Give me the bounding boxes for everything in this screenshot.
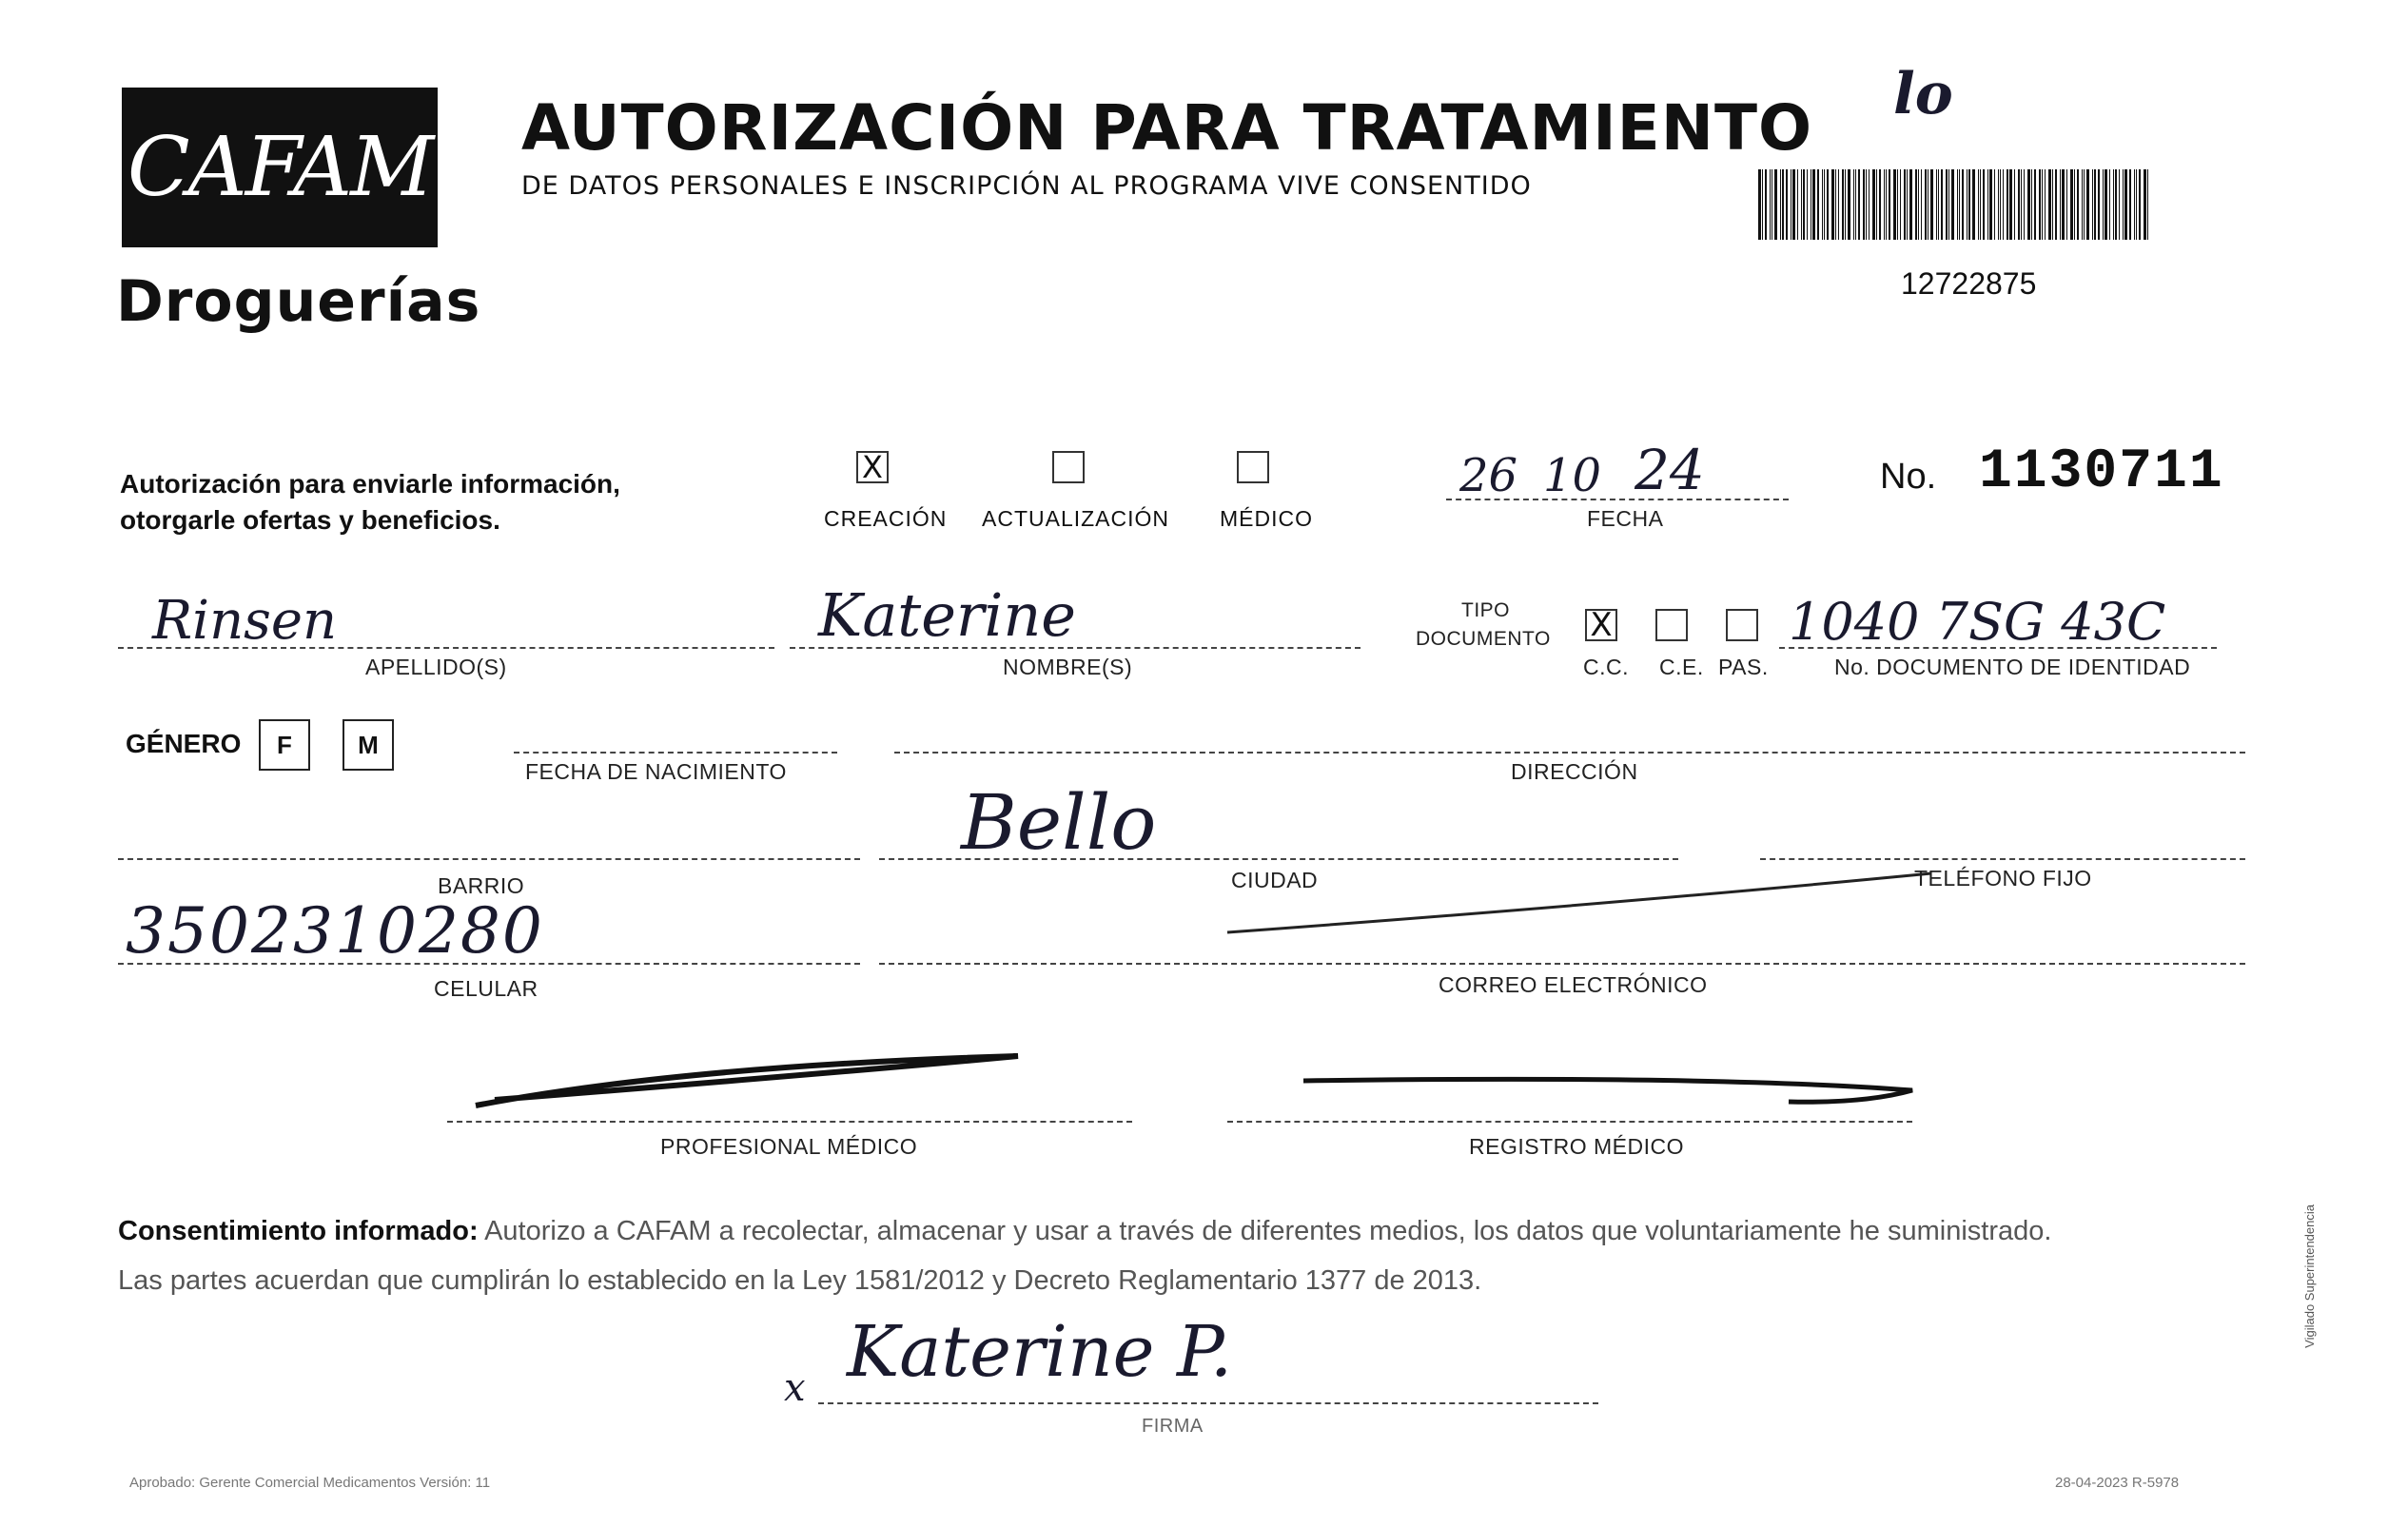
registro-label: REGISTRO MÉDICO bbox=[1469, 1134, 1685, 1159]
correo-label: CORREO ELECTRÓNICO bbox=[1439, 972, 1708, 997]
consent-line2: Las partes acuerdan que cumplirán lo establecido en la Ley 1581/2012 y Decreto Reglamentario 1377 de 2013. bbox=[118, 1265, 1482, 1296]
checkbox-cc[interactable]: X bbox=[1585, 609, 1617, 641]
label-cc: C.C. bbox=[1583, 655, 1629, 679]
documento-label: DOCUMENTO bbox=[1416, 628, 1551, 650]
label-ce: C.E. bbox=[1659, 655, 1704, 679]
logo-subtitle: Droguerías bbox=[116, 268, 481, 335]
telefono-label: TELÉFONO FIJO bbox=[1914, 866, 2092, 891]
profesional-label: PROFESIONAL MÉDICO bbox=[660, 1134, 918, 1159]
label-pas: PAS. bbox=[1718, 655, 1769, 679]
telefono-strike-stroke bbox=[1227, 873, 1931, 932]
label-creacion: CREACIÓN bbox=[824, 506, 948, 531]
footer-left: Aprobado: Gerente Comercial Medicamentos Versión: 11 bbox=[129, 1475, 491, 1491]
authorization-text-line2: otorgarle ofertas y beneficios. bbox=[120, 505, 500, 535]
apellido-label: APELLIDO(S) bbox=[365, 655, 507, 679]
side-vigilado-text: Vigilado Superintendencia bbox=[2302, 1204, 2317, 1348]
barrio-label: BARRIO bbox=[438, 873, 525, 898]
date-day[interactable]: 26 bbox=[1459, 449, 1518, 502]
tipo-label: TIPO bbox=[1461, 599, 1511, 621]
consent-line1: Autorizo a CAFAM a recolectar, almacenar y usar a través de diferentes medios, los datos que voluntariamente he suministrado. bbox=[478, 1216, 2052, 1246]
date-year[interactable]: 24 bbox=[1635, 438, 1705, 502]
document-subtitle: DE DATOS PERSONALES E INSCRIPCIÓN AL PROGRAMA VIVE CONSENTIDO bbox=[521, 171, 1532, 201]
birth-date-label: FECHA DE NACIMIENTO bbox=[525, 759, 787, 784]
checkbox-creacion-box[interactable]: X bbox=[856, 451, 889, 483]
nombre-label: NOMBRE(S) bbox=[1003, 655, 1133, 679]
doc-number-value[interactable]: 1040 7SG 43C bbox=[1789, 592, 2166, 652]
registro-line bbox=[1227, 1121, 1912, 1123]
label-actualizacion: ACTUALIZACIÓN bbox=[982, 506, 1170, 531]
form-number-label: No. bbox=[1880, 457, 1937, 497]
gender-f-box[interactable]: F bbox=[259, 719, 310, 771]
barcode-number: 12722875 bbox=[1901, 266, 2037, 301]
label-medico: MÉDICO bbox=[1220, 506, 1313, 531]
consent-bold: Consentimiento informado: bbox=[118, 1216, 479, 1246]
form-number: 1130711 bbox=[1979, 441, 2224, 503]
signature-prefix: x bbox=[784, 1366, 806, 1410]
registro-strike-stroke bbox=[1303, 1079, 1912, 1102]
date-month[interactable]: 10 bbox=[1543, 449, 1602, 502]
address-label: DIRECCIÓN bbox=[1511, 759, 1638, 784]
apellido-value[interactable]: Rinsen bbox=[152, 590, 338, 652]
profesional-line bbox=[447, 1121, 1132, 1123]
signature-line bbox=[818, 1402, 1598, 1404]
celular-label: CELULAR bbox=[434, 976, 538, 1001]
nombre-value[interactable]: Katerine bbox=[818, 580, 1076, 650]
ciudad-value[interactable]: Bello bbox=[961, 778, 1157, 867]
footer-right: 28-04-2023 R-5978 bbox=[2055, 1475, 2180, 1491]
signature-label: FIRMA bbox=[1142, 1416, 1204, 1437]
gender-m-box[interactable]: M bbox=[343, 719, 394, 771]
genero-label: GÉNERO bbox=[126, 729, 242, 758]
logo-text: CAFAM bbox=[127, 120, 433, 215]
doc-number-label: No. DOCUMENTO DE IDENTIDAD bbox=[1834, 655, 2191, 679]
document-title: AUTORIZACIÓN PARA TRATAMIENTO bbox=[521, 91, 1813, 165]
top-handwritten-mark: lo bbox=[1893, 61, 1953, 127]
consent-text bbox=[118, 1206, 2249, 1305]
profesional-strike-stroke bbox=[476, 1056, 1018, 1106]
date-label: FECHA bbox=[1587, 506, 1664, 531]
signature-value[interactable]: Katerine P. bbox=[847, 1311, 1233, 1393]
authorization-text-line1: Autorización para enviarle información, bbox=[120, 469, 620, 499]
celular-value[interactable]: 3502310280 bbox=[126, 894, 544, 968]
ciudad-label: CIUDAD bbox=[1231, 868, 1319, 892]
